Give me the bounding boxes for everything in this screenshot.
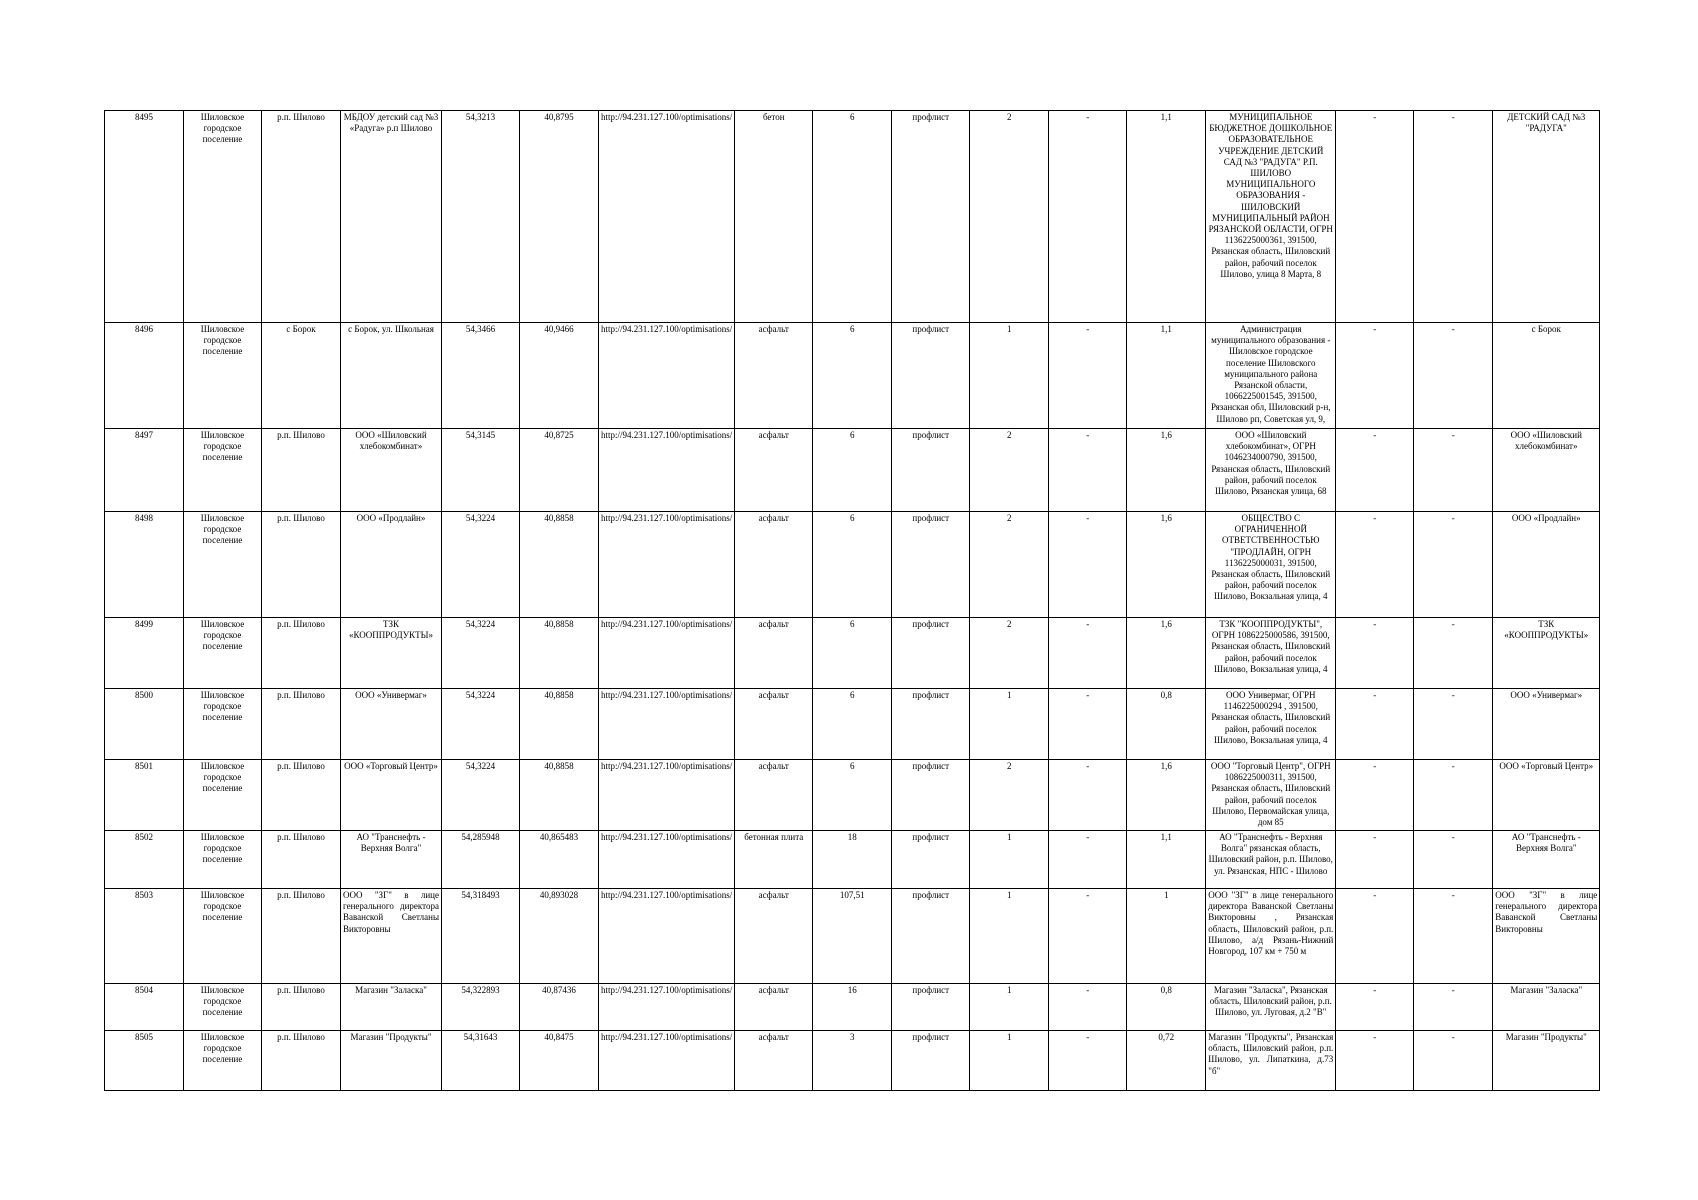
- url-cell: http://94.231.127.100/optimisations/: [599, 689, 735, 760]
- empty-value-cell: -: [1414, 323, 1493, 429]
- settlement-cell: Шиловское городское поселение: [184, 429, 262, 512]
- empty-value-cell: -: [1336, 323, 1414, 429]
- object-name-cell: ТЗК «КООППРОДУКТЫ»: [341, 618, 442, 689]
- source-cell: АО "Транснефть - Верхняя Волга": [1493, 831, 1600, 889]
- empty-value-cell: -: [1414, 984, 1493, 1031]
- volume-cell: 0,8: [1127, 689, 1206, 760]
- area-cell: 107,51: [813, 889, 892, 984]
- table-row: [105, 1031, 1600, 1091]
- owner-cell: АО "Транснефть - Верхняя Волга" рязанская область, Шиловский район, р.п. Шилово, ул. Рязанская, НПС - Шилово: [1206, 831, 1336, 889]
- settlement-cell: Шиловское городское поселение: [184, 984, 262, 1031]
- latitude-cell: 54,3224: [442, 618, 520, 689]
- table-row: [105, 689, 1600, 760]
- surface-cell: асфальт: [735, 1031, 813, 1091]
- empty-value-cell: -: [1336, 760, 1414, 831]
- container-type-cell: профлист: [892, 618, 970, 689]
- empty-value-cell: -: [1336, 889, 1414, 984]
- empty-value-cell: -: [1414, 889, 1493, 984]
- container-count-cell: 1: [970, 831, 1049, 889]
- longitude-cell: 40,8858: [520, 512, 599, 618]
- area-cell: 16: [813, 984, 892, 1031]
- surface-cell: асфальт: [735, 760, 813, 831]
- volume-cell: 0,72: [1127, 1031, 1206, 1091]
- row-number-cell: 8500: [105, 689, 184, 760]
- area-cell: 6: [813, 689, 892, 760]
- url-cell: http://94.231.127.100/optimisations/: [599, 889, 735, 984]
- object-name-cell: ООО «Универмаг»: [341, 689, 442, 760]
- settlement-cell: Шиловское городское поселение: [184, 323, 262, 429]
- settlement-cell: Шиловское городское поселение: [184, 831, 262, 889]
- empty-value-cell: -: [1336, 111, 1414, 323]
- row-number-cell: 8497: [105, 429, 184, 512]
- volume-cell: 1,6: [1127, 512, 1206, 618]
- table-row: [105, 323, 1600, 429]
- owner-cell: ОБЩЕСТВО С ОГРАНИЧЕННОЙ ОТВЕТСТВЕННОСТЬЮ "ПРОДЛАЙН, ОГРН 1136225000031, 391500, Рязанская область, Шиловский район, рабочий поселок Шилово, Вокзальная улица, 4: [1206, 512, 1336, 618]
- url-cell: http://94.231.127.100/optimisations/: [599, 429, 735, 512]
- empty-value-cell: -: [1049, 512, 1127, 618]
- container-type-cell: профлист: [892, 1031, 970, 1091]
- row-number-cell: 8496: [105, 323, 184, 429]
- container-type-cell: профлист: [892, 831, 970, 889]
- row-number-cell: 8495: [105, 111, 184, 323]
- longitude-cell: 40,8858: [520, 618, 599, 689]
- object-name-cell: Магазин "Продукты": [341, 1031, 442, 1091]
- locality-cell: р.п. Шилово: [262, 889, 341, 984]
- source-cell: ООО «Продлайн»: [1493, 512, 1600, 618]
- volume-cell: 0,8: [1127, 984, 1206, 1031]
- locality-cell: р.п. Шилово: [262, 618, 341, 689]
- empty-value-cell: -: [1336, 512, 1414, 618]
- container-type-cell: профлист: [892, 984, 970, 1031]
- locality-cell: с Борок: [262, 323, 341, 429]
- empty-value-cell: -: [1414, 831, 1493, 889]
- owner-cell: ТЗК "КООППРОДУКТЫ", ОГРН 1086225000586, 391500, Рязанская область, Шиловский район, рабочий поселок Шилово, Вокзальная улица, 4: [1206, 618, 1336, 689]
- longitude-cell: 40,865483: [520, 831, 599, 889]
- object-name-cell: Магазин "Заласка": [341, 984, 442, 1031]
- object-name-cell: ООО «Продлайн»: [341, 512, 442, 618]
- settlement-cell: Шиловское городское поселение: [184, 111, 262, 323]
- container-type-cell: профлист: [892, 689, 970, 760]
- source-cell: ООО «Торговый Центр»: [1493, 760, 1600, 831]
- latitude-cell: 54,3224: [442, 760, 520, 831]
- longitude-cell: 40,9466: [520, 323, 599, 429]
- source-cell: ТЗК «КООППРОДУКТЫ»: [1493, 618, 1600, 689]
- volume-cell: 1,6: [1127, 429, 1206, 512]
- container-count-cell: 1: [970, 984, 1049, 1031]
- container-count-cell: 1: [970, 1031, 1049, 1091]
- container-count-cell: 2: [970, 618, 1049, 689]
- longitude-cell: 40,8858: [520, 689, 599, 760]
- area-cell: 6: [813, 618, 892, 689]
- latitude-cell: 54,318493: [442, 889, 520, 984]
- longitude-cell: 40,8858: [520, 760, 599, 831]
- settlement-cell: Шиловское городское поселение: [184, 512, 262, 618]
- source-cell: ООО «Универмаг»: [1493, 689, 1600, 760]
- surface-cell: асфальт: [735, 512, 813, 618]
- area-cell: 18: [813, 831, 892, 889]
- container-count-cell: 2: [970, 760, 1049, 831]
- latitude-cell: 54,285948: [442, 831, 520, 889]
- container-type-cell: профлист: [892, 323, 970, 429]
- owner-cell: ООО "Торговый Центр", ОГРН 1086225000311, 391500, Рязанская область, Шиловский район, рабочий поселок Шилово, Первомайская улица, дом 85: [1206, 760, 1336, 831]
- empty-value-cell: -: [1049, 831, 1127, 889]
- url-cell: http://94.231.127.100/optimisations/: [599, 618, 735, 689]
- container-count-cell: 1: [970, 889, 1049, 984]
- surface-cell: асфальт: [735, 889, 813, 984]
- container-type-cell: профлист: [892, 512, 970, 618]
- volume-cell: 1,6: [1127, 618, 1206, 689]
- surface-cell: бетонная плита: [735, 831, 813, 889]
- source-cell: Магазин "Продукты": [1493, 1031, 1600, 1091]
- volume-cell: 1,6: [1127, 760, 1206, 831]
- object-name-cell: МБДОУ детский сад №3 «Радуга» р.п Шилово: [341, 111, 442, 323]
- settlement-cell: Шиловское городское поселение: [184, 689, 262, 760]
- locality-cell: р.п. Шилово: [262, 689, 341, 760]
- source-cell: ООО "ЗГ" в лице генерального директора Ваванской Светланы Викторовны: [1493, 889, 1600, 984]
- container-count-cell: 1: [970, 689, 1049, 760]
- empty-value-cell: -: [1049, 689, 1127, 760]
- area-cell: 6: [813, 512, 892, 618]
- surface-cell: асфальт: [735, 984, 813, 1031]
- locality-cell: р.п. Шилово: [262, 1031, 341, 1091]
- volume-cell: 1,1: [1127, 831, 1206, 889]
- empty-value-cell: -: [1336, 618, 1414, 689]
- owner-cell: ООО «Шиловский хлебокомбинат», ОГРН 1046234000790, 391500, Рязанская область, Шиловский район, рабочий поселок Шилово, Рязанская улица, 68: [1206, 429, 1336, 512]
- url-cell: http://94.231.127.100/optimisations/: [599, 111, 735, 323]
- empty-value-cell: -: [1049, 760, 1127, 831]
- url-cell: http://94.231.127.100/optimisations/: [599, 984, 735, 1031]
- volume-cell: 1: [1127, 889, 1206, 984]
- row-number-cell: 8503: [105, 889, 184, 984]
- container-count-cell: 2: [970, 111, 1049, 323]
- locality-cell: р.п. Шилово: [262, 512, 341, 618]
- container-type-cell: профлист: [892, 429, 970, 512]
- empty-value-cell: -: [1336, 831, 1414, 889]
- longitude-cell: 40,8795: [520, 111, 599, 323]
- table-body: [105, 111, 1600, 1091]
- empty-value-cell: -: [1414, 618, 1493, 689]
- source-cell: с Борок: [1493, 323, 1600, 429]
- table-row: [105, 512, 1600, 618]
- area-cell: 6: [813, 760, 892, 831]
- empty-value-cell: -: [1336, 1031, 1414, 1091]
- surface-cell: асфальт: [735, 323, 813, 429]
- table-row: [105, 831, 1600, 889]
- url-cell: http://94.231.127.100/optimisations/: [599, 1031, 735, 1091]
- container-type-cell: профлист: [892, 760, 970, 831]
- table-row: [105, 111, 1600, 323]
- latitude-cell: 54,31643: [442, 1031, 520, 1091]
- empty-value-cell: -: [1049, 889, 1127, 984]
- area-cell: 6: [813, 111, 892, 323]
- container-count-cell: 1: [970, 323, 1049, 429]
- empty-value-cell: -: [1414, 760, 1493, 831]
- settlement-cell: Шиловское городское поселение: [184, 1031, 262, 1091]
- longitude-cell: 40,893028: [520, 889, 599, 984]
- longitude-cell: 40,8475: [520, 1031, 599, 1091]
- table-row: [105, 760, 1600, 831]
- volume-cell: 1,1: [1127, 323, 1206, 429]
- area-cell: 3: [813, 1031, 892, 1091]
- url-cell: http://94.231.127.100/optimisations/: [599, 760, 735, 831]
- surface-cell: асфальт: [735, 689, 813, 760]
- url-cell: http://94.231.127.100/optimisations/: [599, 831, 735, 889]
- object-name-cell: ООО «Шиловский хлебокомбинат»: [341, 429, 442, 512]
- latitude-cell: 54,322893: [442, 984, 520, 1031]
- object-name-cell: АО "Транснефть - Верхняя Волга": [341, 831, 442, 889]
- empty-value-cell: -: [1336, 984, 1414, 1031]
- surface-cell: асфальт: [735, 429, 813, 512]
- locality-cell: р.п. Шилово: [262, 760, 341, 831]
- empty-value-cell: -: [1049, 618, 1127, 689]
- owner-cell: ООО "ЗГ" в лице генерального директора Ваванской Светланы Викторовны , Рязанская область, Шиловский район, р.п. Шилово, а/д Рязань-Нижний Новгород, 107 км + 750 м: [1206, 889, 1336, 984]
- empty-value-cell: -: [1414, 512, 1493, 618]
- source-cell: Магазин "Заласка": [1493, 984, 1600, 1031]
- surface-cell: бетон: [735, 111, 813, 323]
- locality-cell: р.п. Шилово: [262, 429, 341, 512]
- settlement-cell: Шиловское городское поселение: [184, 760, 262, 831]
- owner-cell: МУНИЦИПАЛЬНОЕ БЮДЖЕТНОЕ ДОШКОЛЬНОЕ ОБРАЗОВАТЕЛЬНОЕ УЧРЕЖДЕНИЕ ДЕТСКИЙ САД №3 "РАДУГА" Р.П. ШИЛОВО МУНИЦИПАЛЬНОГО ОБРАЗОВАНИЯ - ШИЛОВСКИЙ МУНИЦИПАЛЬНЫЙ РАЙОН РЯЗАНСКОЙ ОБЛАСТИ, ОГРН 1136225000361, 391500, Рязанская область, Шиловский район, рабочий поселок Шилово, улица 8 Марта, 8: [1206, 111, 1336, 323]
- latitude-cell: 54,3224: [442, 512, 520, 618]
- container-type-cell: профлист: [892, 889, 970, 984]
- longitude-cell: 40,87436: [520, 984, 599, 1031]
- empty-value-cell: -: [1049, 429, 1127, 512]
- empty-value-cell: -: [1414, 429, 1493, 512]
- object-name-cell: с Борок, ул. Школьная: [341, 323, 442, 429]
- empty-value-cell: -: [1049, 984, 1127, 1031]
- row-number-cell: 8505: [105, 1031, 184, 1091]
- table-row: [105, 984, 1600, 1031]
- area-cell: 6: [813, 323, 892, 429]
- latitude-cell: 54,3224: [442, 689, 520, 760]
- row-number-cell: 8499: [105, 618, 184, 689]
- empty-value-cell: -: [1336, 689, 1414, 760]
- url-cell: http://94.231.127.100/optimisations/: [599, 323, 735, 429]
- url-cell: http://94.231.127.100/optimisations/: [599, 512, 735, 618]
- latitude-cell: 54,3213: [442, 111, 520, 323]
- owner-cell: Магазин "Продукты", Рязанская область, Шиловский район, р.п. Шилово, ул. Липаткина, д.73 "б": [1206, 1031, 1336, 1091]
- locality-cell: р.п. Шилово: [262, 984, 341, 1031]
- source-cell: ООО «Шиловский хлебокомбинат»: [1493, 429, 1600, 512]
- empty-value-cell: -: [1049, 323, 1127, 429]
- table-row: [105, 618, 1600, 689]
- table-row: [105, 889, 1600, 984]
- container-type-cell: профлист: [892, 111, 970, 323]
- object-name-cell: ООО "ЗГ" в лице генерального директора Ваванской Светланы Викторовны: [341, 889, 442, 984]
- source-cell: ДЕТСКИЙ САД №3 "РАДУГА": [1493, 111, 1600, 323]
- latitude-cell: 54,3466: [442, 323, 520, 429]
- surface-cell: асфальт: [735, 618, 813, 689]
- row-number-cell: 8502: [105, 831, 184, 889]
- longitude-cell: 40,8725: [520, 429, 599, 512]
- empty-value-cell: -: [1049, 111, 1127, 323]
- owner-cell: Магазин "Заласка", Рязанская область, Шиловский район, р.п. Шилово, ул. Луговая, д.2 "В": [1206, 984, 1336, 1031]
- container-count-cell: 2: [970, 429, 1049, 512]
- row-number-cell: 8501: [105, 760, 184, 831]
- area-cell: 6: [813, 429, 892, 512]
- owner-cell: Администрация муниципального образования - Шиловское городское поселение Шиловского муниципального района Рязанской области, 1066225001545, 391500, Рязанская обл, Шиловский р-н, Шилово рп, Советская ул, 9,: [1206, 323, 1336, 429]
- row-number-cell: 8498: [105, 512, 184, 618]
- registry-table: [104, 110, 1600, 1091]
- volume-cell: 1,1: [1127, 111, 1206, 323]
- empty-value-cell: -: [1414, 689, 1493, 760]
- owner-cell: ООО Универмаг, ОГРН 1146225000294 , 391500, Рязанская область, Шиловский район, рабочий поселок Шилово, Вокзальная улица, 4: [1206, 689, 1336, 760]
- settlement-cell: Шиловское городское поселение: [184, 618, 262, 689]
- latitude-cell: 54,3145: [442, 429, 520, 512]
- locality-cell: р.п. Шилово: [262, 111, 341, 323]
- empty-value-cell: -: [1049, 1031, 1127, 1091]
- container-count-cell: 2: [970, 512, 1049, 618]
- empty-value-cell: -: [1336, 429, 1414, 512]
- row-number-cell: 8504: [105, 984, 184, 1031]
- locality-cell: р.п. Шилово: [262, 831, 341, 889]
- table-row: [105, 429, 1600, 512]
- object-name-cell: ООО «Торговый Центр»: [341, 760, 442, 831]
- empty-value-cell: -: [1414, 111, 1493, 323]
- settlement-cell: Шиловское городское поселение: [184, 889, 262, 984]
- empty-value-cell: -: [1414, 1031, 1493, 1091]
